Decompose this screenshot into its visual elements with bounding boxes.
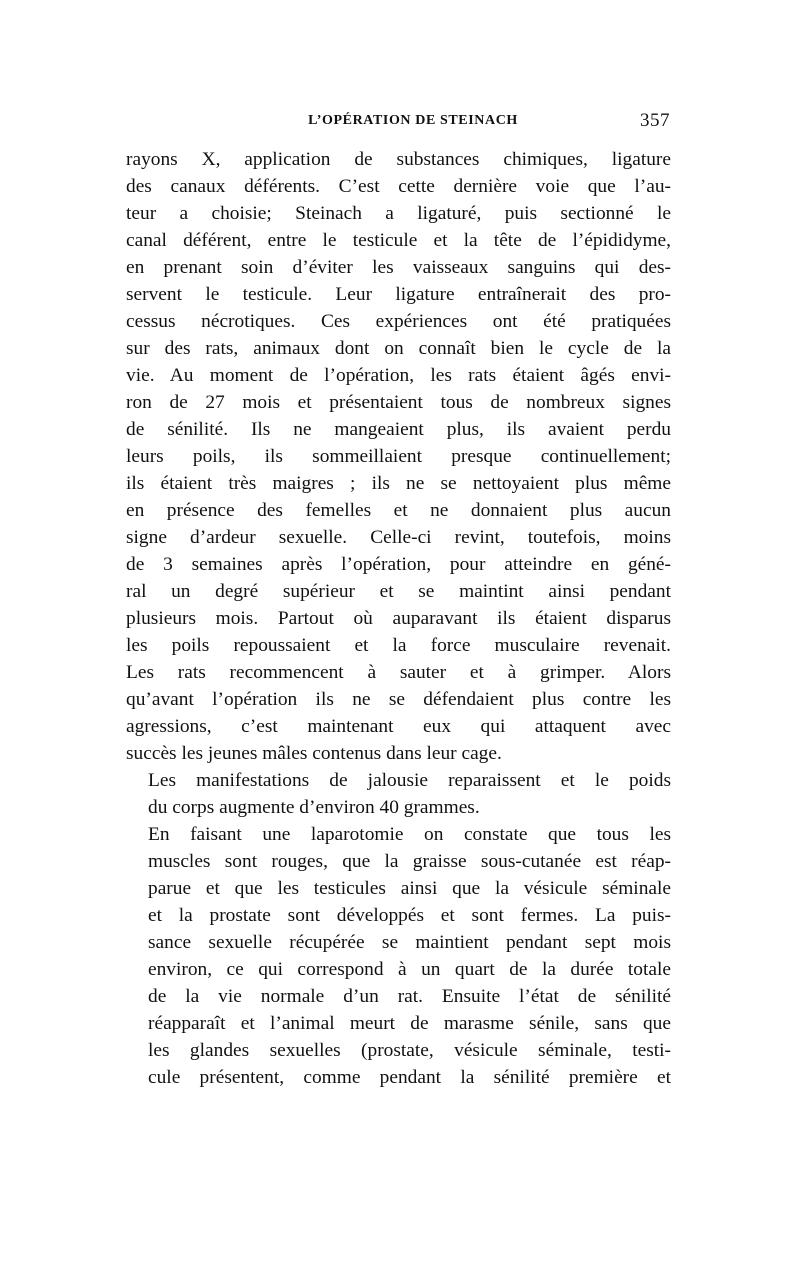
text-line: des canaux déférents. C’est cette dernière voie que l’au- [126,176,671,197]
text-line: de 3 semaines après l’opération, pour atteindre en géné- [126,554,671,575]
text-line: en prenant soin d’éviter les vaisseaux sanguins qui des- [126,257,671,278]
paragraph-1 [126,146,671,767]
text-line: et la prostate sont développés et sont fermes. La puis- [148,905,671,926]
text-line: leurs poils, ils sommeillaient presque continuellement; [126,446,671,467]
text-line: cessus nécrotiques. Ces expériences ont été pratiquées [126,311,671,332]
text-line: canal déférent, entre le testicule et la tête de l’épididyme, [126,230,671,251]
text-line: succès les jeunes mâles contenus dans leur cage. [126,743,502,764]
text-line: teur a choisie; Steinach a ligaturé, puis sectionné le [126,203,671,224]
text-line: plusieurs mois. Partout où auparavant ils étaient disparus [126,608,671,629]
text-line: rayons X, application de substances chimiques, ligature [126,149,671,170]
running-head [126,110,670,137]
text-line: ral un degré supérieur et se maintint ainsi pendant [126,581,671,602]
text-line: du corps augmente d’environ 40 grammes. [148,797,480,818]
text-line: cule présentent, comme pendant la sénilité première et [148,1067,671,1088]
text-line: signe d’ardeur sexuelle. Celle-ci revint, toutefois, moins [126,527,671,548]
text-line: ils étaient très maigres ; ils ne se nettoyaient plus même [126,473,671,494]
running-title: L’OPÉRATION DE STEINACH [308,113,518,128]
text-line: sance sexuelle récupérée se maintient pendant sept mois [148,932,671,953]
page-number: 357 [640,110,670,131]
text-line: de sénilité. Ils ne mangeaient plus, ils avaient perdu [126,419,671,440]
text-line: environ, ce qui correspond à un quart de la durée totale [148,959,671,980]
text-line: En faisant une laparotomie on constate que tous les [148,824,671,845]
text-line: sur des rats, animaux dont on connaît bien le cycle de la [126,338,671,359]
text-line: qu’avant l’opération ils ne se défendaient plus contre les [126,689,671,710]
text-line: muscles sont rouges, que la graisse sous-cutanée est réap- [148,851,671,872]
text-line: vie. Au moment de l’opération, les rats étaient âgés envi- [126,365,671,386]
text-line: les poils repoussaient et la force musculaire revenait. [126,635,671,656]
text-line: les glandes sexuelles (prostate, vésicule séminale, testi- [148,1040,671,1061]
text-line: ron de 27 mois et présentaient tous de nombreux signes [126,392,671,413]
text-line: parue et que les testicules ainsi que la vésicule séminale [148,878,671,899]
text-line: de la vie normale d’un rat. Ensuite l’état de sénilité [148,986,671,1007]
paragraph-3 [126,821,671,1091]
text-line: en présence des femelles et ne donnaient plus aucun [126,500,671,521]
text-line: Les rats recommencent à sauter et à grimper. Alors [126,662,671,683]
text-line: Les manifestations de jalousie reparaissent et le poids [148,770,671,791]
text-line: agressions, c’est maintenant eux qui attaquent avec [126,716,671,737]
text-line: réapparaît et l’animal meurt de marasme sénile, sans que [148,1013,671,1034]
text-line: servent le testicule. Leur ligature entraînerait des pro- [126,284,671,305]
body-text [126,146,671,1091]
paragraph-2 [126,767,671,821]
